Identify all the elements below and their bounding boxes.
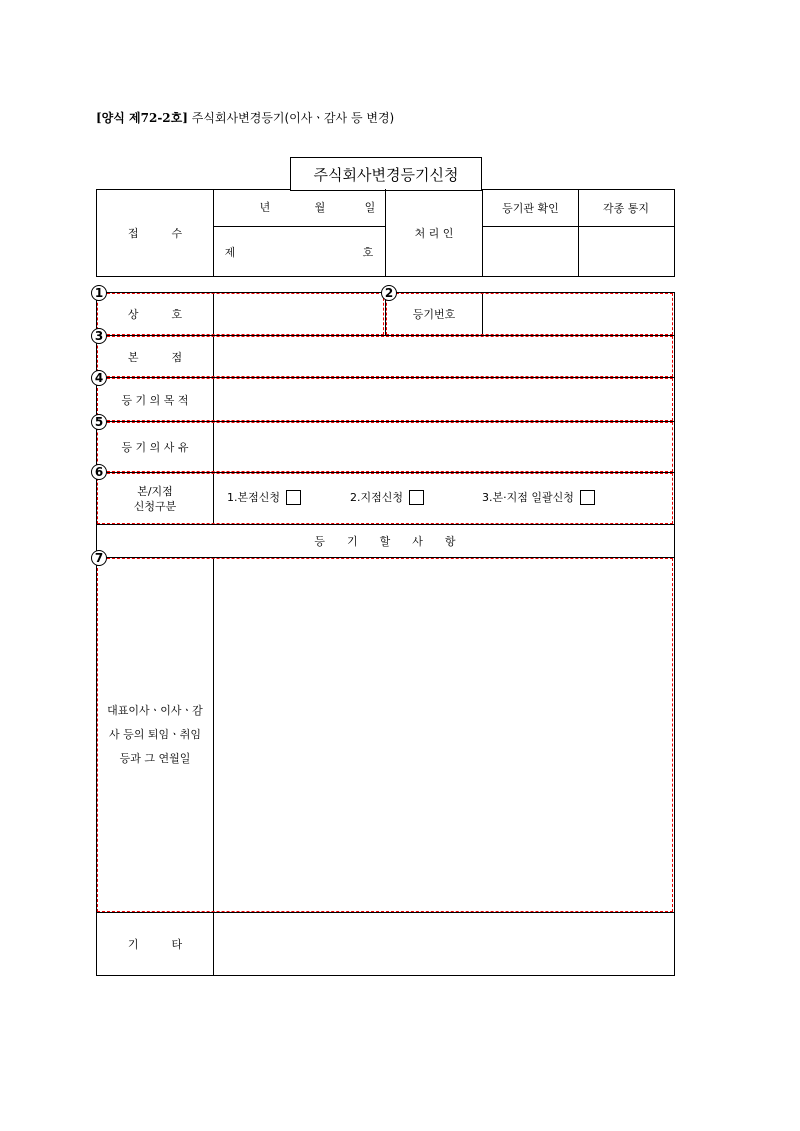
option-branch-label: 2.지점신청 [350,491,403,504]
marker-3: 3 [91,328,107,344]
highlight-reg-number [386,293,673,335]
branch-type-line2: 신청구분 [133,499,177,513]
highlight-officers [97,558,673,912]
marker-5: 5 [91,414,107,430]
receipt-no-prefix: 제 [224,246,236,259]
receipt-month: 월 [314,201,326,214]
highlight-purpose [97,378,673,421]
highlight-head-office [97,336,673,377]
head-office-label: 본 점 [127,350,183,364]
receipt-year: 년 [259,201,271,214]
marker-7: 7 [91,550,107,566]
receipt-no-suffix: 호 [362,246,374,259]
processor-label: 처 리 인 [414,226,454,240]
option-batch-label: 3.본·지점 일괄신청 [482,491,574,504]
notices-label: 각종 통지 [602,202,649,215]
purpose-label: 등 기 의 목 적 [121,393,189,407]
marker-1: 1 [91,285,107,301]
other-field[interactable] [214,913,673,974]
option-head-office-label: 1.본점신청 [227,491,280,504]
form-subtitle: 주식회사변경등기(이사ㆍ감사 등 변경) [191,111,395,125]
marker-6: 6 [91,464,107,480]
marker-4: 4 [91,370,107,386]
officers-line1: 대표이사ㆍ이사ㆍ감 [107,704,203,717]
registrar-confirm-label: 등기관 확인 [502,202,559,215]
form-header [96,109,394,126]
receipt-day: 일 [364,201,376,214]
officers-line3: 등과 그 연월일 [119,752,191,765]
other-label: 기 타 [127,937,183,951]
page-title: 주식회사변경등기신청 [290,157,482,191]
branch-type-line1: 본/지점 [137,484,173,498]
highlight-branch-type [97,473,673,524]
form-number: [양식 제72-2호] [96,111,188,125]
receipt-label: 접 수 [127,226,183,240]
marker-2: 2 [381,285,397,301]
reason-label: 등 기 의 사 유 [121,441,189,454]
officers-line2: 사 등의 퇴임ㆍ취임 [108,728,201,741]
trade-name-label: 상 호 [127,308,183,321]
highlight-trade-name [97,293,384,335]
matters-heading: 등 기 할 사 항 [314,535,456,548]
reg-number-label: 등기번호 [412,308,456,321]
highlight-reason [97,422,673,472]
